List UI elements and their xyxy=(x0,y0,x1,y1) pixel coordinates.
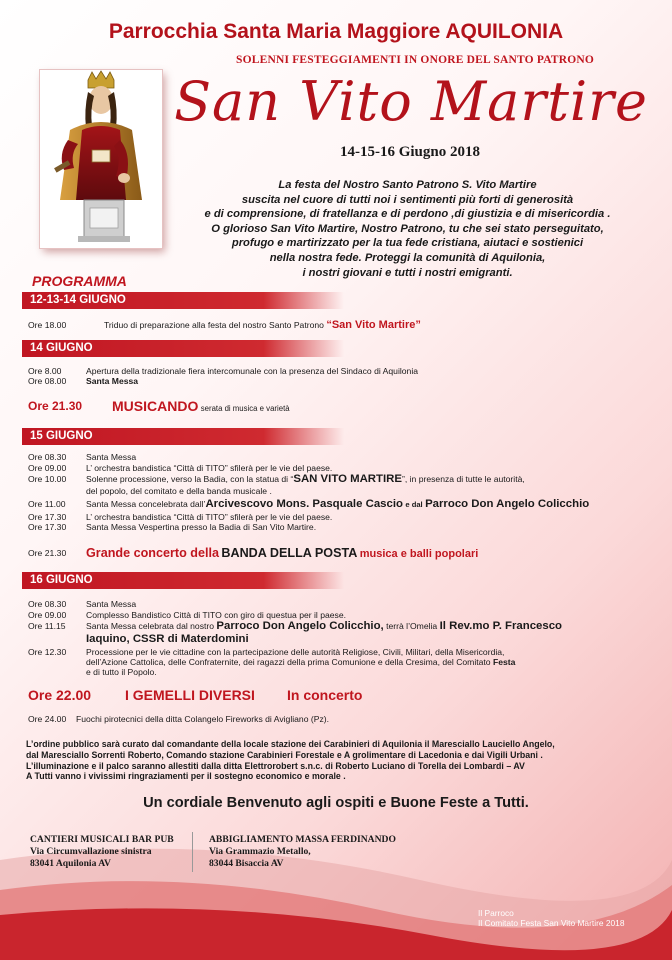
event-time: Ore 08.00 xyxy=(28,376,67,386)
event-text: e di tutto il Popolo. xyxy=(86,667,157,677)
sponsor-city: 83044 Bisaccia AV xyxy=(209,858,284,869)
sponsor-left xyxy=(30,834,174,870)
prayer-text xyxy=(155,178,660,280)
prayer-line: O glorioso San Vito Martire, Nostro Patrono, tu che sei stato perseguitato, xyxy=(211,222,604,235)
event-highlight: SAN VITO MARTIRE xyxy=(293,473,402,485)
prayer-line: e di comprensione, di fratellanza e di perdono ,di giustizia e di misericordia . xyxy=(204,208,611,221)
saint-statue-image xyxy=(40,70,162,248)
prayer-line: nella nostra fede. Proteggi la comunità di Aquilonia, xyxy=(269,251,546,264)
event-highlight: Arcivescovo Mons. Pasquale Cascio xyxy=(205,498,403,510)
event-text: dell’Azione Cattolica, delle Confraternite, dei ragazzi della prima Comunione e della Cresima, del Comitato xyxy=(86,657,491,667)
sponsor-address: Via Circumvallazione sinistra xyxy=(30,846,152,857)
event-text: Santa Messa celebrata dal nostro xyxy=(86,621,215,631)
event-time: Ore 22.00 xyxy=(28,687,92,703)
event-text: Festa xyxy=(492,657,516,667)
gemelli-title: I GEMELLI DIVERSI xyxy=(125,687,255,703)
musicando-text: serata di musica e varietà xyxy=(200,404,290,413)
event-text: L’ orchestra bandistica “Città di TITO” sfilerà per le vie del paese. xyxy=(86,463,333,473)
event-text: Santa Messa xyxy=(86,599,137,609)
footer-signature xyxy=(478,908,624,928)
event-text: Santa Messa concelebrata dall’ xyxy=(86,499,206,509)
footer-line: Il Parroco xyxy=(478,908,514,918)
prayer-line: La festa del Nostro Santo Patrono S. Vito Martire xyxy=(278,179,537,191)
event-time: Ore 11.15 xyxy=(28,621,66,631)
event-text: Triduo di preparazione alla festa del nostro Santo Patrono xyxy=(104,320,324,330)
event-highlight: “San Vito Martire” xyxy=(326,319,421,331)
event-highlight: Parroco Don Angelo Colicchio xyxy=(425,498,590,510)
event-time: Ore 17.30 xyxy=(28,522,67,532)
event-time: Ore 12.30 xyxy=(28,647,67,657)
event-text: del popolo, del comitato e della banda musicale . xyxy=(86,486,272,496)
event-time: Ore 09.00 xyxy=(28,463,67,473)
note-line: L’illuminazione e il palco saranno allestiti dalla ditta Elettrorobert s.n.c. di Roberto Luciano di Torella dei Lombardi – AV xyxy=(26,760,525,771)
section-header-16-giugno: 16 GIUGNO xyxy=(22,572,344,589)
sponsor-name: CANTIERI MUSICALI BAR PUB xyxy=(30,834,174,845)
concert-text: musica e balli popolari xyxy=(359,548,479,560)
event-time: Ore 21.30 xyxy=(28,399,83,413)
sponsor-right xyxy=(209,834,396,870)
gemelli-sub: In concerto xyxy=(287,687,363,703)
event-time: Ore 18.00 xyxy=(28,320,67,330)
event-text: e dal xyxy=(405,500,423,509)
prayer-line: suscita nel cuore di tutti noi i sentimenti più forti di generosità xyxy=(241,193,574,206)
event-time: Ore 08.30 xyxy=(28,452,67,462)
notes-block xyxy=(26,739,656,782)
sponsor-name: ABBIGLIAMENTO MASSA FERDINANDO xyxy=(209,834,396,845)
section-header-12-14-giugno: 12-13-14 GIUGNO xyxy=(22,292,344,309)
event-text: Complesso Bandistico Città di TITO con giro di questua per il paese. xyxy=(86,610,347,620)
prayer-line: profugo e martirizzato per la tua fede cristiana, aiutaci e sostienici xyxy=(231,237,584,250)
sponsor-divider xyxy=(192,832,193,872)
section-header-14-giugno: 14 GIUGNO xyxy=(22,340,344,357)
footer-line: Il Comitato Festa San Vito Martire 2018 xyxy=(478,918,625,929)
event-highlight: Iaquino, CSSR di Materdomini xyxy=(86,633,249,645)
event-text: Fuochi pirotecnici della ditta Colangelo Fireworks di Avigliano (Pz). xyxy=(76,714,329,724)
note-line: L’ordine pubblico sarà curato dal comandante della locale stazione dei Carabinieri di Aquilonia il Maresciallo Lauciello Angelo, xyxy=(26,739,555,749)
event-time: Ore 24.00 xyxy=(28,714,67,724)
event-time: Ore 21.30 xyxy=(28,548,67,558)
sponsor-address: Via Grammazio Metallo, xyxy=(209,846,311,857)
subtitle: SOLENNI FESTEGGIAMENTI IN ONORE DEL SANTO PATRONO xyxy=(235,54,595,66)
event-time: Ore 17.30 xyxy=(28,512,67,522)
event-highlight: Parroco Don Angelo Colicchio, xyxy=(216,620,384,632)
event-highlight: Il Rev.mo P. Francesco xyxy=(439,620,563,632)
event-text: Solenne processione, verso la Badia, con la statua di “ xyxy=(86,474,294,484)
note-line: dal Maresciallo Sorrenti Roberto, Comando stazione Carabinieri Forestale e A grolimentare di Lacedonia e dai Vigili Urbani . xyxy=(26,749,543,760)
event-text: Santa Messa Vespertina presso la Badia di San Vito Martire. xyxy=(86,522,317,532)
concert-band: BANDA DELLA POSTA xyxy=(221,546,358,560)
section-header-15-giugno: 15 GIUGNO xyxy=(22,428,344,445)
event-text: Apertura della tradizionale fiera intercomunale con la presenza del Sindaco di Aquilonia xyxy=(86,366,419,376)
festival-dates: 14-15-16 Giugno 2018 xyxy=(339,144,480,160)
event-time: Ore 09.00 xyxy=(28,610,67,620)
programma-heading: PROGRAMMA xyxy=(32,273,127,289)
musicando-title: MUSICANDO xyxy=(112,398,199,414)
saint-statue-illustration xyxy=(40,70,162,248)
sponsor-city: 83041 Aquilonia AV xyxy=(30,858,111,869)
event-time: Ore 08.30 xyxy=(28,599,67,609)
event-text: terrà l’Omelia xyxy=(386,621,438,631)
event-time: Ore 8.00 xyxy=(28,366,62,376)
event-text: L’ orchestra bandistica “Città di TITO” sfilerà per le vie del paese. xyxy=(86,512,333,522)
main-title: San Vito Martire xyxy=(174,70,648,133)
concert-intro: Grande concerto della xyxy=(86,546,219,560)
welcome-message: Un cordiale Benvenuto agli ospiti e Buone Feste a Tutti. xyxy=(143,795,529,811)
note-line: A Tutti vanno i vivissimi ringraziamenti per il sostegno economico e morale . xyxy=(26,771,346,782)
event-text: Santa Messa xyxy=(86,452,137,462)
event-text: ”, in presenza di tutte le autorità, xyxy=(401,474,525,484)
prayer-line: i nostri giovani e tutti i nostri emigranti. xyxy=(302,266,513,279)
event-time: Ore 10.00 xyxy=(28,474,67,484)
event-text: Processione per le vie cittadine con la partecipazione delle autorità Religiose, Civili, Militari, della Misericordia, xyxy=(86,647,505,657)
event-time: Ore 11.00 xyxy=(28,499,66,509)
parish-title: Parrocchia Santa Maria Maggiore AQUILONIA xyxy=(108,20,564,43)
event-text: Santa Messa xyxy=(86,376,139,386)
